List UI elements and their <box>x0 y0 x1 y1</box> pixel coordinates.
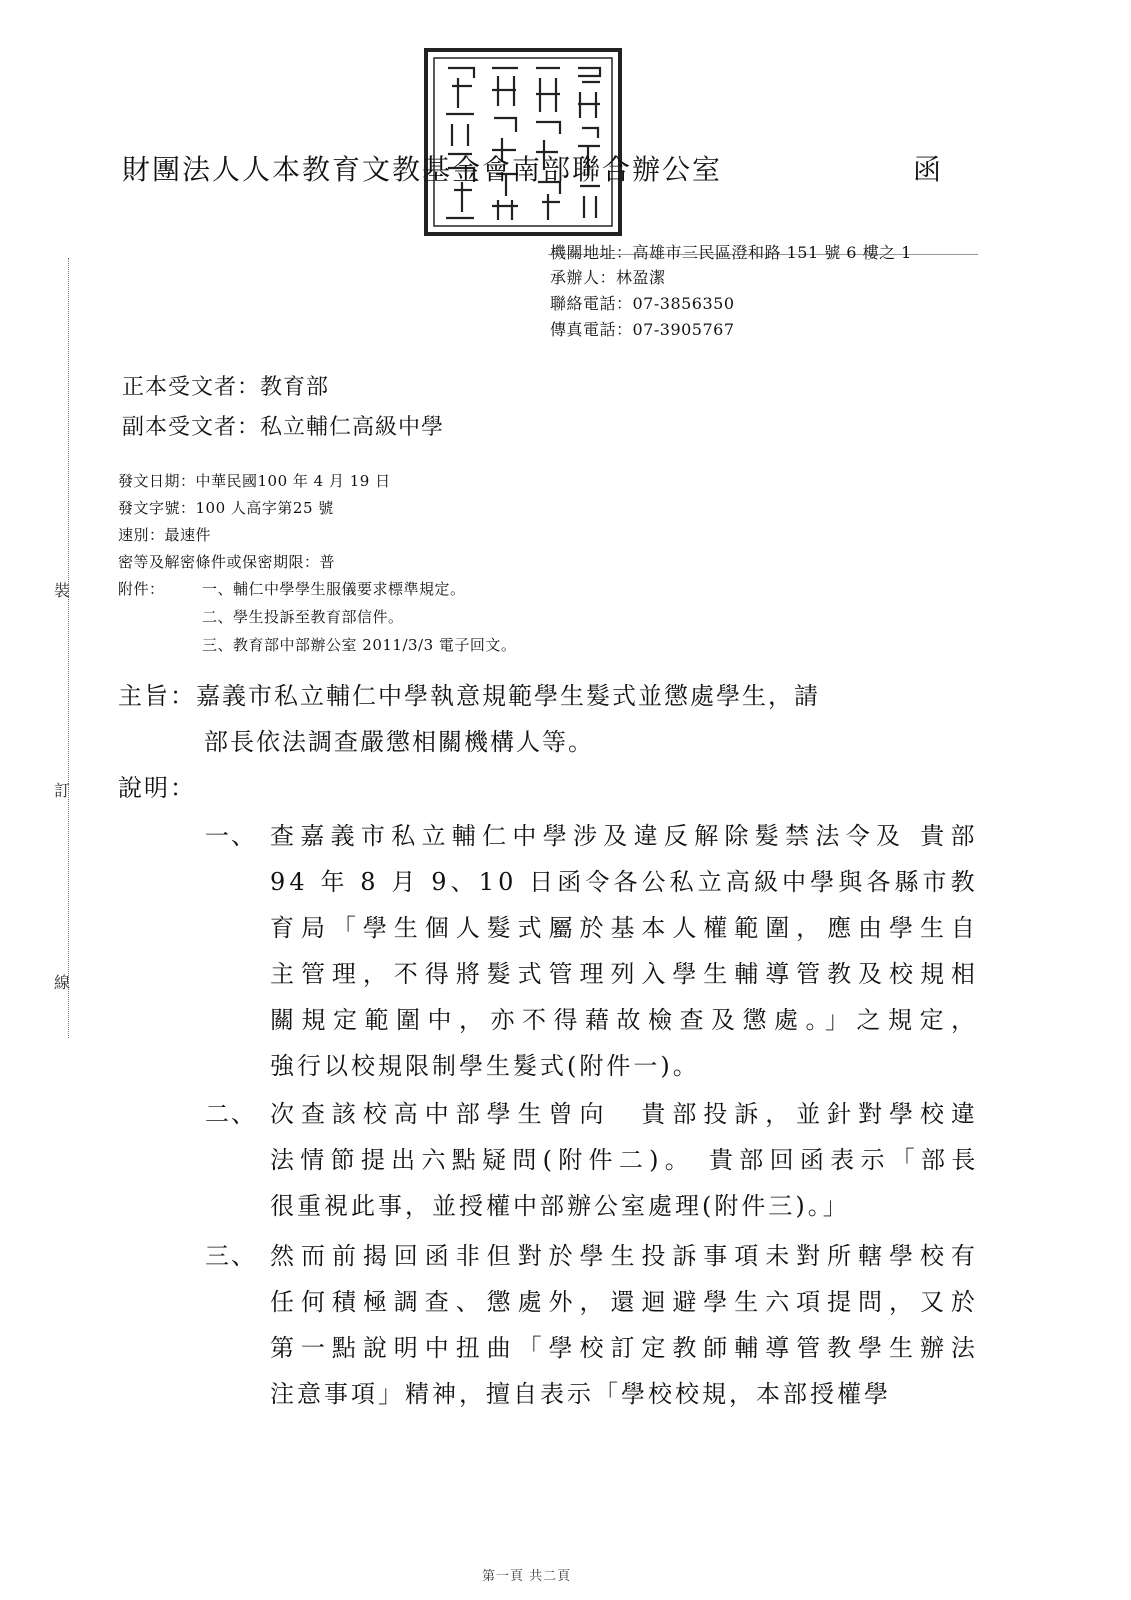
explanation-line: 關規定範圍中，亦不得藉故檢查及懲處。」之規定， <box>270 1006 983 1034</box>
secrecy-level: 密等及解密條件或保密期限：普 <box>118 553 336 571</box>
issue-date: 發文日期：中華民國100 年 4 月 19 日 <box>118 472 391 490</box>
explanation-label: 說明： <box>118 774 196 802</box>
explanation-line: 任何積極調查、懲處外，還迴避學生六項提問，又於 <box>270 1288 982 1316</box>
letterhead-title: 財團法人人本教育文教基金會南部聯合辦公室 <box>122 153 723 186</box>
copy-recipient: 副本受文者：私立輔仁高級中學 <box>122 415 445 440</box>
page-indicator: 第一頁 共二頁 <box>482 1569 572 1584</box>
binding-char-ding: 訂 <box>54 781 71 800</box>
attachment-item: 三、教育部中部辦公室 2011/3/3 電子回文。 <box>202 636 517 654</box>
explanation-line: 查嘉義市私立輔仁中學涉及違反解除髮禁法令及 貴部 <box>270 822 981 850</box>
primary-recipient: 正本受文者：教育部 <box>122 375 330 400</box>
subject-line-2: 部長依法調查嚴懲相關機構人等。 <box>204 728 594 756</box>
explanation-line: 次查該校高中部學生曾向 貴部投訴，並針對學校違 <box>270 1100 982 1128</box>
subject-line-1: 主旨：嘉義市私立輔仁中學執意規範學生髮式並懲處學生，請 <box>118 682 820 710</box>
explanation-line: 注意事項」精神，擅自表示「學校校規，本部授權學 <box>270 1380 891 1408</box>
attachment-item: 二、學生投訴至教育部信件。 <box>202 608 404 626</box>
contact-address: 機關地址：高雄市三民區澄和路 151 號 6 樓之 1 <box>550 243 912 262</box>
item-number: 三、 <box>205 1242 257 1270</box>
explanation-line: 很重視此事，並授權中部辦公室處理(附件三)。」 <box>270 1192 850 1220</box>
explanation-line: 然而前揭回函非但對於學生投訴事項未對所轄學校有 <box>270 1242 982 1270</box>
attachment-item: 一、輔仁中學學生服儀要求標準規定。 <box>202 580 466 598</box>
document-number: 發文字號：100 人高字第25 號 <box>118 499 334 517</box>
contact-phone: 聯絡電話：07-3856350 <box>550 294 735 313</box>
contact-fax: 傳真電話：07-3905767 <box>550 320 735 339</box>
binding-dotted-line <box>68 258 69 1038</box>
speed-class: 速別：最速件 <box>118 526 212 544</box>
binding-char-xian: 線 <box>54 973 71 992</box>
attachments-label: 附件： <box>118 580 165 598</box>
binding-char-zhuang: 裝 <box>54 581 71 600</box>
explanation-line: 第一點說明中扭曲「學校訂定教師輔導管教學生辦法 <box>270 1334 982 1362</box>
item-number: 一、 <box>205 822 257 850</box>
explanation-line: 法情節提出六點疑問(附件二)。 貴部回函表示「部長 <box>270 1146 982 1174</box>
explanation-line: 育局「學生個人髮式屬於基本人權範圍，應由學生自 <box>270 914 982 942</box>
contact-handler: 承辦人：林盈潔 <box>550 268 666 287</box>
explanation-line: 主管理，不得將髮式管理列入學生輔導管教及校規相 <box>270 960 982 988</box>
explanation-line: 94 年 8 月 9、10 日函令各公私立高級中學與各縣市教 <box>270 868 979 896</box>
item-number: 二、 <box>205 1100 257 1128</box>
official-seal <box>418 42 628 242</box>
explanation-line: 強行以校規限制學生髮式(附件一)。 <box>270 1052 700 1080</box>
document-type: 函 <box>913 153 942 186</box>
